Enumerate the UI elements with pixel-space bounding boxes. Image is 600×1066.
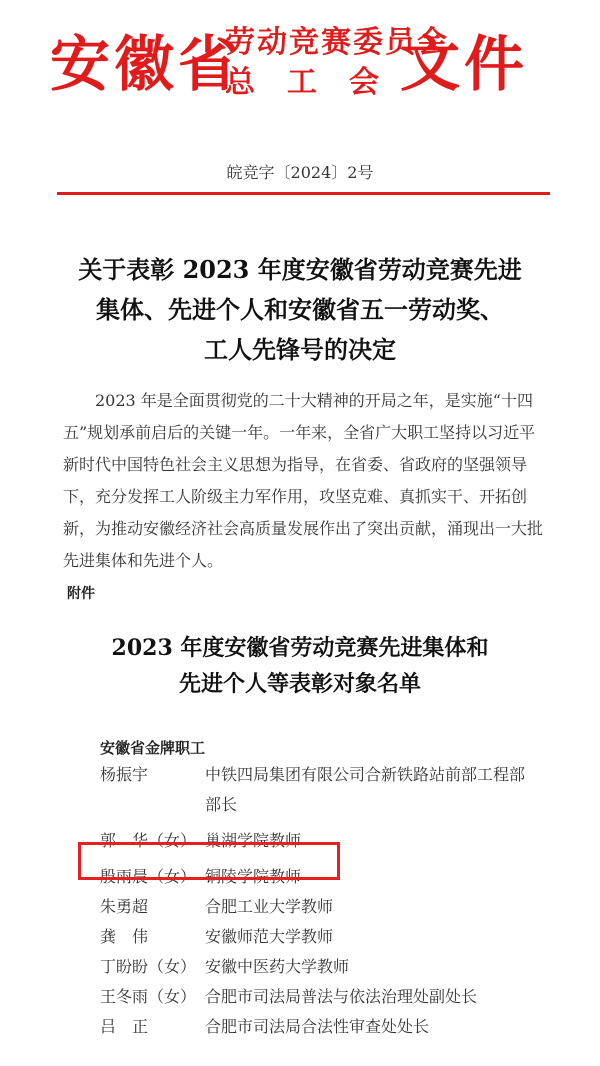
- honoree-name: 朱勇超: [100, 897, 149, 916]
- honoree-name: 丁盼盼（女）: [100, 957, 197, 976]
- honoree-name: 郭 华（女）: [100, 831, 197, 850]
- list-item: [100, 892, 540, 922]
- honoree-title: 合肥市司法局合法性审查处处长: [205, 1017, 430, 1036]
- title-line: 工人先锋号的决定: [204, 335, 396, 364]
- category-heading: 安徽省金牌职工: [100, 739, 206, 757]
- honoree-name: 殷雨晨（女）: [100, 867, 197, 886]
- title-line: 关于表彰 2023 年度安徽省劳动竞赛先进: [78, 255, 522, 284]
- honoree-title: 铜陵学院教师: [205, 867, 302, 886]
- list-item: [100, 1012, 540, 1042]
- title-line: 集体、先进个人和安徽省五一劳动奖、: [96, 295, 504, 324]
- honoree-title: 巢湖学院教师: [205, 831, 302, 850]
- header-org-line2: 总工会: [225, 65, 411, 100]
- document-number: 皖竞字〔2024〕2号: [226, 163, 374, 182]
- honoree-name: 王冬雨（女）: [100, 987, 197, 1006]
- body-paragraph: [63, 385, 543, 577]
- annex-label: 附件: [67, 586, 95, 602]
- honoree-name: 杨振宇: [100, 765, 149, 784]
- honoree-title: 合肥市司法局普法与依法治理处副处长: [205, 987, 478, 1006]
- paragraph-text: 2023 年是全面贯彻党的二十大精神的开局之年，是实施“十四五”规划承前启后的关键一年。一年来，全省广大职工坚持以习近平新时代中国特色社会主义思想为指导，在省委、省政府的坚强领导下，充分发挥工人阶级主力军作用，攻坚克难、真抓实干、开拓创新，为推动安徽经济社会高质量发展作出了突出贡献，涌现出一大批先进集体和先进个人。: [63, 391, 544, 570]
- honoree-name: 吕 正: [100, 1017, 149, 1036]
- honoree-name: 龚 伟: [100, 927, 149, 946]
- list-item: [100, 982, 540, 1012]
- honoree-title: 安徽中医药大学教师: [205, 957, 350, 976]
- header-org-line1: 劳动竞赛委员会: [225, 25, 449, 60]
- list-title-line: 先进个人等表彰对象名单: [178, 671, 421, 697]
- highlight-box: [78, 842, 340, 880]
- header-divider: [57, 192, 550, 195]
- list-title: [0, 630, 600, 702]
- header-org-name: 安徽省: [50, 30, 242, 100]
- document-title: [0, 250, 600, 370]
- honoree-list: [100, 760, 540, 1042]
- header-doc-type: 文件: [400, 30, 528, 100]
- list-item: [100, 760, 540, 820]
- list-item: [100, 952, 540, 982]
- list-title-line: 2023 年度安徽省劳动竞赛先进集体和: [111, 635, 489, 661]
- honoree-title: 安徽师范大学教师: [205, 927, 334, 946]
- honoree-title: 中铁四局集团有限公司合新铁路站前部工程部部长: [205, 765, 526, 814]
- list-item: [100, 922, 540, 952]
- honoree-title: 合肥工业大学教师: [205, 897, 334, 916]
